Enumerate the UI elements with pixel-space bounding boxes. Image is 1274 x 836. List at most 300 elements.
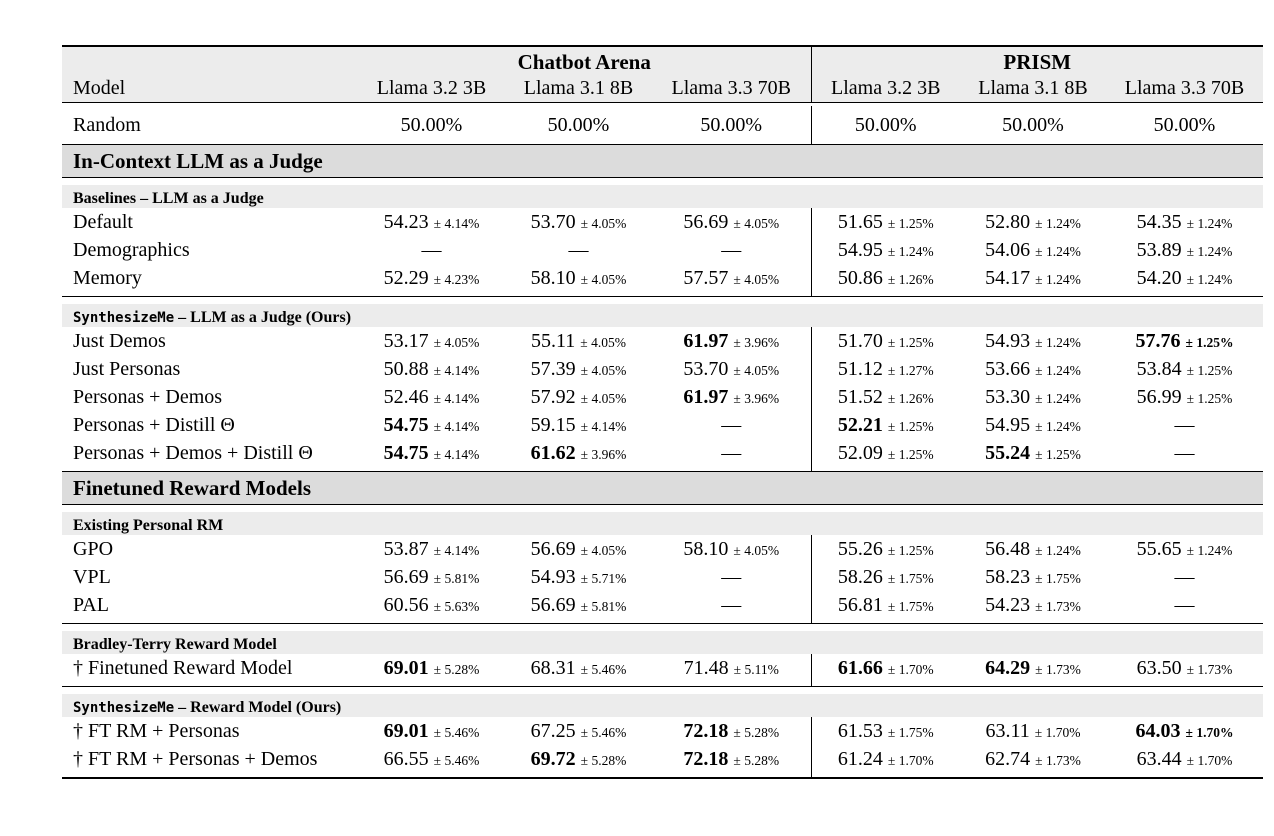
- cell-value: 52.29: [383, 266, 429, 289]
- table-cell: [1106, 535, 1263, 563]
- subsection-title: [62, 694, 1263, 717]
- table-cell: [960, 383, 1106, 411]
- table-row: [62, 355, 1263, 383]
- cell-value: 57.92: [530, 385, 576, 408]
- cell-std-error: ± 4.05%: [580, 271, 627, 287]
- table-cell: [1106, 264, 1263, 292]
- section-header-finetuned: [62, 472, 1263, 505]
- subsection-header-synthesizeme-judge: [62, 304, 1263, 327]
- table-row: [62, 383, 1263, 411]
- cell-value: 54.75: [383, 441, 429, 464]
- cell-std-error: ± 4.05%: [580, 334, 626, 350]
- table-cell: [960, 745, 1106, 773]
- cell-value: —: [721, 593, 742, 616]
- cell-value: 56.69: [530, 537, 576, 560]
- table-cell: [811, 264, 960, 292]
- cell-std-error: ± 1.24%: [1035, 215, 1081, 231]
- table-cell: [358, 355, 505, 383]
- cell-value: 68.31: [530, 656, 576, 679]
- cell-value: 56.69: [683, 210, 729, 233]
- results-table-figure: [62, 45, 1263, 779]
- cell-value: 51.12: [837, 357, 883, 380]
- cell-std-error: ± 1.24%: [1035, 271, 1081, 287]
- cell-value: 63.44: [1136, 747, 1182, 770]
- cell-std-error: ± 1.25%: [887, 215, 934, 231]
- cell-value: 55.65: [1136, 537, 1182, 560]
- cell-value: 63.11: [985, 719, 1030, 742]
- table-row: [62, 208, 1263, 236]
- table-cell: [652, 355, 811, 383]
- cell-value: 62.74: [985, 747, 1031, 770]
- group-header-row: [62, 47, 1263, 75]
- cell-value: 63.50: [1136, 656, 1182, 679]
- cell-value: —: [1174, 441, 1195, 464]
- subsection-title: Existing Personal RM: [62, 512, 1263, 535]
- cell-std-error: ± 4.14%: [433, 215, 480, 231]
- table-cell: [505, 745, 652, 773]
- cell-value: 52.09: [837, 441, 883, 464]
- table-row: [62, 654, 1263, 682]
- cell-std-error: ± 1.75%: [887, 724, 934, 740]
- cell-std-error: ± 4.14%: [433, 362, 480, 378]
- table-cell: [652, 439, 811, 467]
- table-cell: [811, 591, 960, 619]
- cell-std-error: ± 5.28%: [433, 661, 480, 677]
- table-cell: [652, 535, 811, 563]
- row-label: Personas + Demos + Distill Θ: [73, 441, 313, 464]
- table-cell: [358, 591, 505, 619]
- cell-value: 50.88: [383, 357, 429, 380]
- cell-value: 54.75: [383, 413, 429, 436]
- group-header-prism: PRISM: [811, 47, 1263, 75]
- cell-std-error: ± 3.96%: [733, 334, 780, 350]
- cell-value: 53.66: [985, 357, 1031, 380]
- table-cell: [811, 439, 960, 467]
- row-label: Default: [73, 210, 133, 233]
- table-row: [62, 236, 1263, 264]
- cell-value: 66.55: [383, 747, 429, 770]
- cell-value: —: [1174, 565, 1195, 588]
- table-cell: [811, 654, 960, 682]
- cell-std-error: ± 1.25%: [887, 334, 934, 350]
- cell-std-error: ± 4.23%: [433, 271, 480, 287]
- cell-value: 61.97: [683, 329, 729, 352]
- table-row-random: [62, 106, 1263, 145]
- cell-std-error: ± 4.14%: [433, 446, 480, 462]
- cell-value: 54.17: [985, 266, 1031, 289]
- cell-std-error: ± 5.28%: [733, 752, 780, 768]
- table-cell: [652, 327, 811, 355]
- cell-std-error: ± 1.25%: [887, 446, 934, 462]
- cell-std-error: ± 1.24%: [1035, 542, 1081, 558]
- table-cell: [358, 208, 505, 236]
- cell-std-error: ± 1.27%: [887, 362, 934, 378]
- column-header: Llama 3.2 3B: [811, 75, 960, 103]
- cell-std-error: ± 4.05%: [733, 215, 780, 231]
- cell-std-error: ± 1.24%: [887, 243, 934, 259]
- subsection-title: [62, 304, 1263, 327]
- cell-value: 52.21: [837, 413, 883, 436]
- cell-value: 57.57: [683, 266, 729, 289]
- subsection-title: Bradley-Terry Reward Model: [62, 631, 1263, 654]
- group-header-chatbot-arena: Chatbot Arena: [358, 47, 811, 75]
- cell-value: 64.29: [985, 656, 1031, 679]
- table-row: [62, 591, 1263, 619]
- cell-value: 69.01: [383, 656, 429, 679]
- cell-std-error: ± 1.25%: [1035, 446, 1081, 462]
- column-header-model: Model: [62, 75, 358, 103]
- table-row: [62, 717, 1263, 745]
- table-cell: [960, 591, 1106, 619]
- table-cell: 50.00%: [854, 113, 917, 136]
- table-row: [62, 563, 1263, 591]
- subsection-header-existing: [62, 512, 1263, 535]
- subsection-title-method: SynthesizeMe: [73, 310, 175, 326]
- table-cell: [811, 208, 960, 236]
- cell-std-error: ± 1.75%: [887, 598, 934, 614]
- cell-value: 58.26: [837, 565, 883, 588]
- table-row: [62, 535, 1263, 563]
- cell-value: 53.89: [1136, 238, 1182, 261]
- cell-std-error: ± 4.14%: [433, 542, 480, 558]
- table-cell: [811, 236, 960, 264]
- table-cell: [358, 439, 505, 467]
- table-cell: [505, 264, 652, 292]
- cell-value: 53.70: [530, 210, 576, 233]
- cell-std-error: ± 1.26%: [887, 390, 934, 406]
- row-label: Random: [73, 113, 141, 136]
- row-label: † FT RM + Personas: [73, 719, 240, 742]
- cell-std-error: ± 1.70%: [1185, 724, 1234, 740]
- table-cell: [1106, 411, 1263, 439]
- cell-value: 51.65: [837, 210, 883, 233]
- table-cell: 50.00%: [400, 113, 463, 136]
- cell-value: —: [721, 413, 742, 436]
- cell-std-error: ± 4.05%: [433, 334, 480, 350]
- row-label: Demographics: [73, 238, 190, 261]
- column-header: Llama 3.2 3B: [358, 75, 505, 103]
- cell-value: 69.01: [383, 719, 429, 742]
- table-cell: [960, 717, 1106, 745]
- subsection-header-bradley-terry: [62, 631, 1263, 654]
- table-cell: [811, 355, 960, 383]
- row-label: PAL: [73, 593, 109, 616]
- table-cell: [960, 355, 1106, 383]
- cell-value: 72.18: [683, 719, 729, 742]
- cell-value: 61.66: [837, 656, 883, 679]
- cell-std-error: ± 1.70%: [887, 661, 934, 677]
- cell-std-error: ± 1.73%: [1035, 598, 1081, 614]
- table-cell: [358, 383, 505, 411]
- section-title: In-Context LLM as a Judge: [62, 145, 1263, 178]
- cell-std-error: ± 5.81%: [433, 570, 480, 586]
- cell-value: 61.62: [530, 441, 576, 464]
- column-header-row: [62, 75, 1263, 103]
- cell-value: 53.30: [985, 385, 1031, 408]
- cell-value: 61.53: [837, 719, 883, 742]
- table-cell: [505, 535, 652, 563]
- cell-value: —: [568, 238, 589, 261]
- cell-value: 56.81: [837, 593, 883, 616]
- cell-value: —: [721, 441, 742, 464]
- cell-std-error: ± 1.73%: [1035, 661, 1081, 677]
- column-header: Llama 3.3 70B: [1106, 75, 1263, 103]
- cell-value: 53.17: [383, 329, 429, 352]
- cell-value: 71.48: [683, 656, 729, 679]
- cell-value: 56.99: [1136, 385, 1182, 408]
- table-cell: [505, 411, 652, 439]
- row-label: Just Personas: [73, 357, 181, 380]
- cell-value: 59.15: [530, 413, 576, 436]
- cell-std-error: ± 5.71%: [580, 570, 627, 586]
- row-label: VPL: [73, 565, 111, 588]
- cell-std-error: ± 4.05%: [733, 362, 780, 378]
- cell-value: 56.69: [383, 565, 429, 588]
- cell-std-error: ± 4.14%: [580, 418, 627, 434]
- table-cell: [652, 563, 811, 591]
- cell-value: 60.56: [383, 593, 429, 616]
- cell-value: —: [721, 238, 742, 261]
- table-cell: [358, 236, 505, 264]
- table-cell: [1106, 563, 1263, 591]
- cell-value: 58.23: [985, 565, 1031, 588]
- cell-value: 64.03: [1135, 719, 1181, 742]
- cell-value: 54.23: [985, 593, 1031, 616]
- table-cell: [960, 264, 1106, 292]
- table-cell: [652, 208, 811, 236]
- subsection-header-synthesizeme-rm: [62, 694, 1263, 717]
- table-cell: [358, 411, 505, 439]
- cell-value: 54.93: [530, 565, 576, 588]
- cell-value: 52.46: [383, 385, 429, 408]
- table-cell: [811, 327, 960, 355]
- table-cell: [960, 411, 1106, 439]
- cell-std-error: ± 4.05%: [733, 271, 780, 287]
- column-header: Llama 3.3 70B: [652, 75, 811, 103]
- subsection-title-rest: – LLM as a Judge (Ours): [174, 309, 352, 326]
- cell-value: 53.87: [383, 537, 429, 560]
- table-cell: [505, 383, 652, 411]
- cell-value: 57.39: [530, 357, 576, 380]
- table-cell: [505, 563, 652, 591]
- cell-std-error: ± 3.96%: [580, 446, 627, 462]
- cell-value: 54.35: [1136, 210, 1182, 233]
- table-cell: [811, 383, 960, 411]
- cell-value: 54.95: [985, 413, 1031, 436]
- table-cell: [960, 327, 1106, 355]
- cell-value: 55.24: [985, 441, 1031, 464]
- cell-value: 58.10: [530, 266, 576, 289]
- table-row: [62, 411, 1263, 439]
- table-cell: [960, 236, 1106, 264]
- row-label: Personas + Distill Θ: [73, 413, 235, 436]
- table-cell: 50.00%: [652, 106, 811, 145]
- row-label: GPO: [73, 537, 114, 560]
- table-cell: [1106, 236, 1263, 264]
- cell-std-error: ± 1.73%: [1186, 661, 1233, 677]
- cell-value: 53.70: [683, 357, 729, 380]
- table-cell: [505, 208, 652, 236]
- cell-std-error: ± 4.05%: [580, 542, 627, 558]
- cell-value: 51.70: [837, 329, 883, 352]
- cell-value: 54.93: [985, 329, 1031, 352]
- cell-value: 69.72: [530, 747, 576, 770]
- cell-std-error: ± 1.73%: [1035, 752, 1081, 768]
- cell-value: —: [1174, 593, 1195, 616]
- table-cell: [652, 745, 811, 773]
- table-cell: [811, 535, 960, 563]
- cell-std-error: ± 4.05%: [580, 215, 627, 231]
- table-row: [62, 327, 1263, 355]
- subsection-title-rest: – Reward Model (Ours): [174, 699, 342, 716]
- table-cell: [811, 563, 960, 591]
- cell-std-error: ± 1.24%: [1035, 362, 1081, 378]
- cell-value: 53.84: [1136, 357, 1182, 380]
- column-header: Llama 3.1 8B: [960, 75, 1106, 103]
- cell-value: 72.18: [683, 747, 729, 770]
- cell-std-error: ± 5.46%: [580, 724, 627, 740]
- cell-std-error: ± 1.24%: [1035, 334, 1081, 350]
- cell-std-error: ± 1.25%: [1185, 334, 1234, 350]
- table-cell: [358, 327, 505, 355]
- cell-std-error: ± 1.24%: [1186, 215, 1233, 231]
- cell-value: 50.86: [837, 266, 883, 289]
- table-cell: [652, 383, 811, 411]
- table-cell: [652, 264, 811, 292]
- table-cell: 50.00%: [1002, 113, 1064, 136]
- cell-std-error: ± 1.25%: [1186, 390, 1233, 406]
- cell-value: 56.69: [530, 593, 576, 616]
- cell-value: —: [421, 238, 442, 261]
- table-cell: [505, 654, 652, 682]
- cell-value: 54.20: [1136, 266, 1182, 289]
- section-header-incontext: [62, 145, 1263, 178]
- table-cell: [1106, 591, 1263, 619]
- cell-std-error: ± 1.70%: [1186, 752, 1233, 768]
- cell-std-error: ± 1.70%: [1034, 724, 1081, 740]
- table-row: [62, 439, 1263, 467]
- cell-std-error: ± 5.28%: [733, 724, 780, 740]
- table-cell: [652, 717, 811, 745]
- cell-std-error: ± 1.25%: [1186, 362, 1233, 378]
- table-cell: [960, 535, 1106, 563]
- table-cell: [811, 717, 960, 745]
- table-row: [62, 264, 1263, 292]
- subsection-header-baselines: [62, 185, 1263, 208]
- table-cell: 50.00%: [1153, 113, 1216, 136]
- table-cell: [652, 591, 811, 619]
- cell-std-error: ± 4.14%: [433, 418, 480, 434]
- table-cell: [1106, 208, 1263, 236]
- table-cell: [1106, 383, 1263, 411]
- cell-std-error: ± 1.24%: [1186, 271, 1233, 287]
- table-cell: [652, 236, 811, 264]
- cell-std-error: ± 4.05%: [733, 542, 780, 558]
- table-cell: [505, 439, 652, 467]
- cell-value: —: [721, 565, 742, 588]
- cell-std-error: ± 1.24%: [1035, 390, 1081, 406]
- cell-std-error: ± 5.46%: [580, 661, 627, 677]
- table-cell: [1106, 745, 1263, 773]
- cell-value: 54.23: [383, 210, 429, 233]
- table-cell: [358, 264, 505, 292]
- table-cell: [652, 654, 811, 682]
- table-cell: [505, 591, 652, 619]
- table-cell: [505, 355, 652, 383]
- cell-value: 61.97: [683, 385, 729, 408]
- table-cell: [505, 717, 652, 745]
- table-cell: [505, 327, 652, 355]
- cell-std-error: ± 5.81%: [580, 598, 627, 614]
- cell-std-error: ± 1.25%: [887, 418, 934, 434]
- table-cell: 50.00%: [547, 113, 610, 136]
- column-header: Llama 3.1 8B: [505, 75, 652, 103]
- subsection-title: Baselines – LLM as a Judge: [62, 185, 1263, 208]
- cell-std-error: ± 5.11%: [733, 661, 779, 677]
- table-cell: [358, 717, 505, 745]
- table-cell: [358, 563, 505, 591]
- table-cell: [811, 745, 960, 773]
- cell-std-error: ± 1.75%: [887, 570, 934, 586]
- row-label: † Finetuned Reward Model: [73, 656, 293, 679]
- cell-std-error: ± 5.63%: [433, 598, 480, 614]
- table-cell: [960, 439, 1106, 467]
- row-label: † FT RM + Personas + Demos: [73, 747, 318, 770]
- table-row: [62, 745, 1263, 773]
- cell-value: —: [1174, 413, 1195, 436]
- cell-std-error: ± 1.24%: [1186, 542, 1233, 558]
- cell-value: 51.52: [837, 385, 883, 408]
- cell-value: 56.48: [985, 537, 1031, 560]
- row-label: Memory: [73, 266, 142, 289]
- cell-value: 55.26: [837, 537, 883, 560]
- cell-std-error: ± 5.46%: [433, 724, 480, 740]
- cell-value: 55.11: [531, 329, 576, 352]
- table-cell: [505, 236, 652, 264]
- cell-std-error: ± 3.96%: [733, 390, 780, 406]
- cell-std-error: ± 1.25%: [887, 542, 934, 558]
- cell-std-error: ± 4.14%: [433, 390, 480, 406]
- cell-value: 57.76: [1135, 329, 1181, 352]
- results-table: [62, 45, 1263, 779]
- cell-std-error: ± 4.05%: [580, 390, 627, 406]
- cell-value: 52.80: [985, 210, 1031, 233]
- table-cell: [652, 411, 811, 439]
- cell-std-error: ± 4.05%: [580, 362, 627, 378]
- cell-std-error: ± 5.46%: [433, 752, 480, 768]
- table-cell: [960, 563, 1106, 591]
- table-cell: [1106, 355, 1263, 383]
- section-title: Finetuned Reward Models: [62, 472, 1263, 505]
- cell-std-error: ± 1.75%: [1035, 570, 1081, 586]
- cell-value: 54.95: [837, 238, 883, 261]
- table-cell: [358, 654, 505, 682]
- cell-std-error: ± 5.28%: [580, 752, 627, 768]
- cell-value: 61.24: [837, 747, 883, 770]
- cell-value: 67.25: [530, 719, 576, 742]
- cell-std-error: ± 1.24%: [1035, 243, 1081, 259]
- row-label: Personas + Demos: [73, 385, 223, 408]
- table-cell: [1106, 717, 1263, 745]
- table-cell: [1106, 439, 1263, 467]
- table-cell: [358, 535, 505, 563]
- row-label: Just Demos: [73, 329, 166, 352]
- cell-std-error: ± 1.24%: [1186, 243, 1233, 259]
- table-cell: [960, 208, 1106, 236]
- cell-std-error: ± 1.26%: [887, 271, 934, 287]
- cell-value: 54.06: [985, 238, 1031, 261]
- table-cell: [1106, 654, 1263, 682]
